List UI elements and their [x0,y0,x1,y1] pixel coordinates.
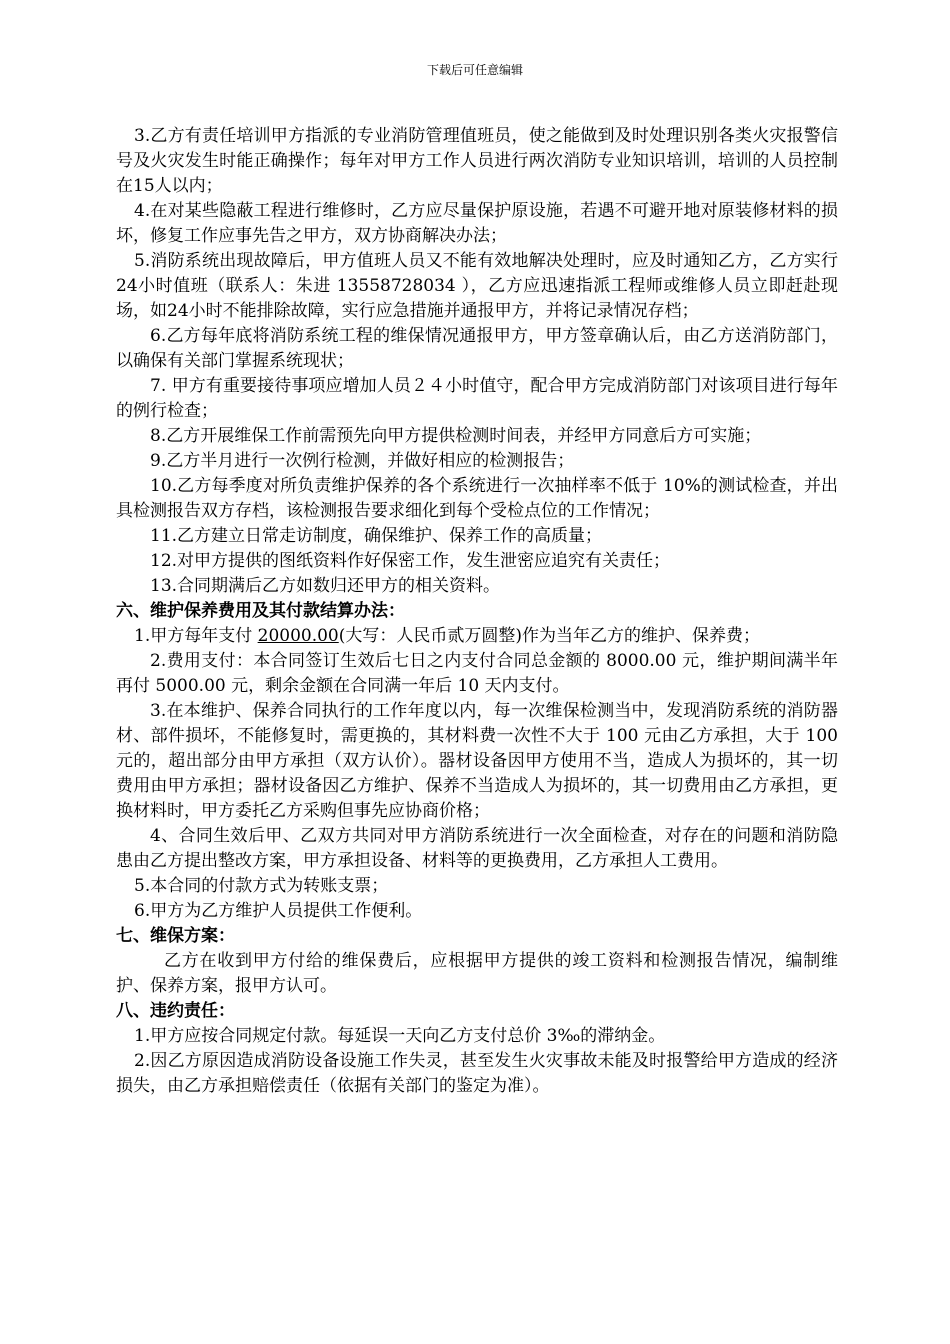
page-header: 下载后可任意编辑 [426,63,523,77]
clause-6-6: 6.甲方为乙方维护人员提供工作便利。 [134,901,423,921]
clause-6-1 [116,624,838,649]
annual-fee-amount: 20000.00 [257,626,339,646]
section-heading-7: 七、维保方案： [116,926,235,946]
clause-8-2: 2.因乙方原因造成消防设备设施工作失灵，甚至发生火灾事故未能及时报警给甲方造成的经济损失，由乙方承担赔偿责任（依据有关部门的鉴定为准）。 [116,1051,838,1096]
clause-8-1: 1.甲方应按合同规定付款。每延误一天向乙方支付总价 3‰的滞纳金。 [134,1026,666,1046]
clause-5-6: 6.乙方每年底将消防系统工程的维保情况通报甲方，甲方签章确认后，由乙方送消防部门，以确保有关部门掌握系统现状； [116,326,838,371]
section-heading-6: 六、维护保养费用及其付款结算办法： [116,601,405,621]
clause-6-3: 3.在本维护、保养合同执行的工作年度以内，每一次维保检测当中，发现消防系统的消防器材、部件损坏，不能修复时，需更换的，其材料费一次性不大于 100 元由乙方承担，大于 100 元的，超出部分由甲方承担（双方认价）。器材设备因甲方使用不当，造成人为损坏的，其一切费用由甲方承担；器材设备因乙方维护、保养不当造成人为损坏的，其一切费用由乙方承担，更换材料时，甲方委托乙方采购但事先应协商价格； [116,701,844,821]
section-heading-8: 八、违约责任： [116,1001,235,1021]
clause-5-11: 11.乙方建立日常走访制度，确保维护、保养工作的高质量； [150,526,603,546]
clause-5-10: 10.乙方每季度对所负责维护保养的各个系统进行一次抽样率不低于 10%的测试检查，并出具检测报告双方存档，该检测报告要求细化到每个受检点位的工作情况； [116,476,838,521]
clause-6-5: 5.本合同的付款方式为转账支票； [134,876,389,896]
clause-6-2: 2.费用支付：本合同签订生效后七日之内支付合同总金额的 8000.00 元，维护期间满半年再付 5000.00 元，剩余金额在合同满一年后 10 天内支付。 [116,651,838,696]
clause-6-4: 4、合同生效后甲、乙双方共同对甲方消防系统进行一次全面检查，对存在的问题和消防隐患由乙方提出整改方案，甲方承担设备、材料等的更换费用，乙方承担人工费用。 [116,826,838,871]
clause-5-12: 12.对甲方提供的图纸资料作好保密工作，发生泄密应追究有关责任； [150,551,671,571]
clause-7-body: 乙方在收到甲方付给的维保费后，应根据甲方提供的竣工资料和检测报告情况，编制维护、保养方案，报甲方认可。 [116,951,838,996]
document-body [116,124,844,1099]
clause-5-4: 4.在对某些隐蔽工程进行维修时，乙方应尽量保护原设施，若遇不可避开地对原装修材料的损坏，修复工作应事先告之甲方，双方协商解决办法； [116,201,838,246]
clause-5-5: 5.消防系统出现故障后，甲方值班人员又不能有效地解决处理时，应及时通知乙方，乙方实行24小时值班（联系人：朱进 13558728034 ），乙方应迅速指派工程师或维修人员立即赶赴现场，如24小时不能排除故障，实行应急措施并通报甲方，并将记录情况存档； [116,251,838,321]
clause-5-8: 8.乙方开展维保工作前需预先向甲方提供检测时间表，并经甲方同意后方可实施； [150,426,762,446]
clause-5-13: 13.合同期满后乙方如数归还甲方的相关资料。 [150,576,501,596]
clause-5-9: 9.乙方半月进行一次例行检测，并做好相应的检测报告； [150,451,575,471]
clause-6-1-pre: 1.甲方每年支付 [134,626,258,646]
clause-6-1-post: (大写：人民币贰万圆整)作为当年乙方的维护、保养费； [338,626,761,646]
clause-5-7: 7. 甲方有重要接待事项应增加人员２４小时值守，配合甲方完成消防部门对该项目进行每年的例行检查； [116,376,838,421]
clause-5-3: 3.乙方有责任培训甲方指派的专业消防管理值班员，使之能做到及时处理识别各类火灾报警信号及火灾发生时能正确操作；每年对甲方工作人员进行两次消防专业知识培训，培训的人员控制在15人以内； [116,126,838,196]
